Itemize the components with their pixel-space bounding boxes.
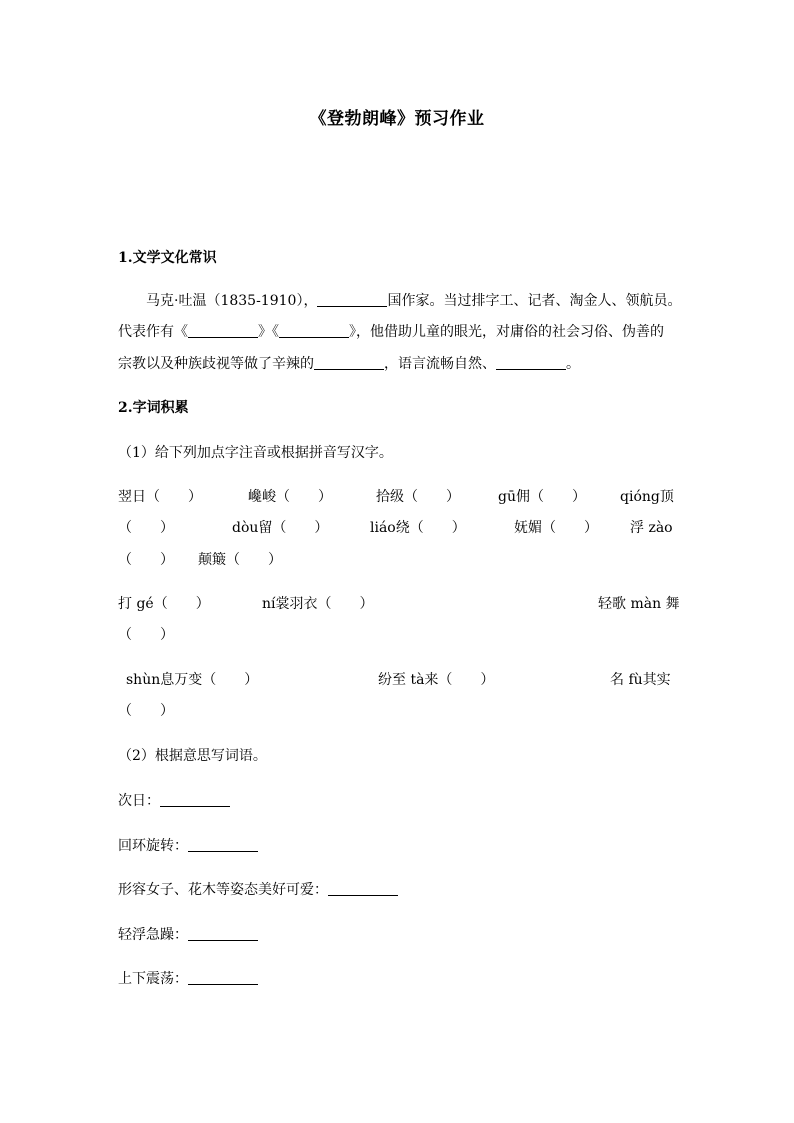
definition-label: 轻浮急躁： [118,927,188,943]
question-1-instruction: （1）给下列加点字注音或根据拼音写汉字。 [118,445,393,461]
paragraph-line-2 [118,322,678,342]
pinyin-item: 浮 zào [630,520,673,536]
answer-blank[interactable] [160,792,230,807]
answer-blank[interactable] [188,926,258,941]
pinyin-item: dòu留（ ） [232,520,329,536]
definition-row [118,969,678,989]
page-title: 《登勃朗峰》预习作业 [309,109,485,129]
definition-row [118,925,678,945]
pinyin-item: 妩媚（ ） [514,520,598,536]
paragraph-line-1 [146,291,682,311]
section-heading-vocabulary: 2.字词积累 [118,400,189,416]
pinyin-item: 轻歌 màn 舞 [598,596,680,612]
pinyin-item: 拾级（ ） [376,489,460,505]
pinyin-item: 巉峻（ ） [248,489,332,505]
pinyin-item: （ ） [118,703,174,719]
text-segment: 代表作有《 [118,324,188,340]
pinyin-item: gū佣（ ） [498,489,586,505]
definition-row [118,836,678,856]
definition-label: 次日： [118,793,160,809]
answer-blank[interactable] [328,881,398,896]
text-segment: 。 [566,356,580,372]
paragraph-line-3 [118,354,678,374]
pinyin-item: ní裳羽衣（ ） [262,596,374,612]
question-2-instruction: （2）根据意思写词语。 [118,748,267,764]
text-segment: 》，他借助儿童的眼光，对庸俗的社会习俗、伪善的 [349,324,664,340]
text-segment: 国作家。当过排字工、记者、淘金人、领航员。 [387,293,682,309]
section-heading-literature: 1.文学文化常识 [118,250,217,266]
definition-label: 形容女子、花木等姿态美好可爱： [118,882,328,898]
pinyin-item: liáo绕（ ） [370,520,466,536]
fill-blank-nationality[interactable] [317,292,387,307]
definition-label: 回环旋转： [118,838,188,854]
fill-blank-style[interactable] [496,355,566,370]
fill-blank-work-1[interactable] [188,323,258,338]
text-segment: ，语言流畅自然、 [384,356,496,372]
pinyin-item: 颠簸（ ） [198,552,282,568]
pinyin-item: 纷至 tà来（ ） [378,672,495,688]
pinyin-item: （ ） [118,552,174,568]
pinyin-item: 打 gé（ ） [118,596,210,612]
pinyin-item: 名 fù其实 [610,672,671,688]
pinyin-item: （ ） [118,627,174,643]
pinyin-item: 翌日（ ） [118,489,202,505]
pinyin-item: （ ） [118,520,174,536]
text-segment: 宗教以及种族歧视等做了辛辣的 [118,356,314,372]
fill-blank-work-2[interactable] [279,323,349,338]
text-segment: 》《 [258,324,279,340]
definition-label: 上下震荡： [118,971,188,987]
definition-row [118,880,678,900]
text-segment: 马克·吐温（1835-1910）， [146,293,318,309]
definition-row [118,791,678,811]
pinyin-item: shùn息万变（ ） [126,672,259,688]
answer-blank[interactable] [188,837,258,852]
answer-blank[interactable] [188,970,258,985]
fill-blank-satire[interactable] [314,355,384,370]
pinyin-item: qióng顶 [620,489,674,505]
